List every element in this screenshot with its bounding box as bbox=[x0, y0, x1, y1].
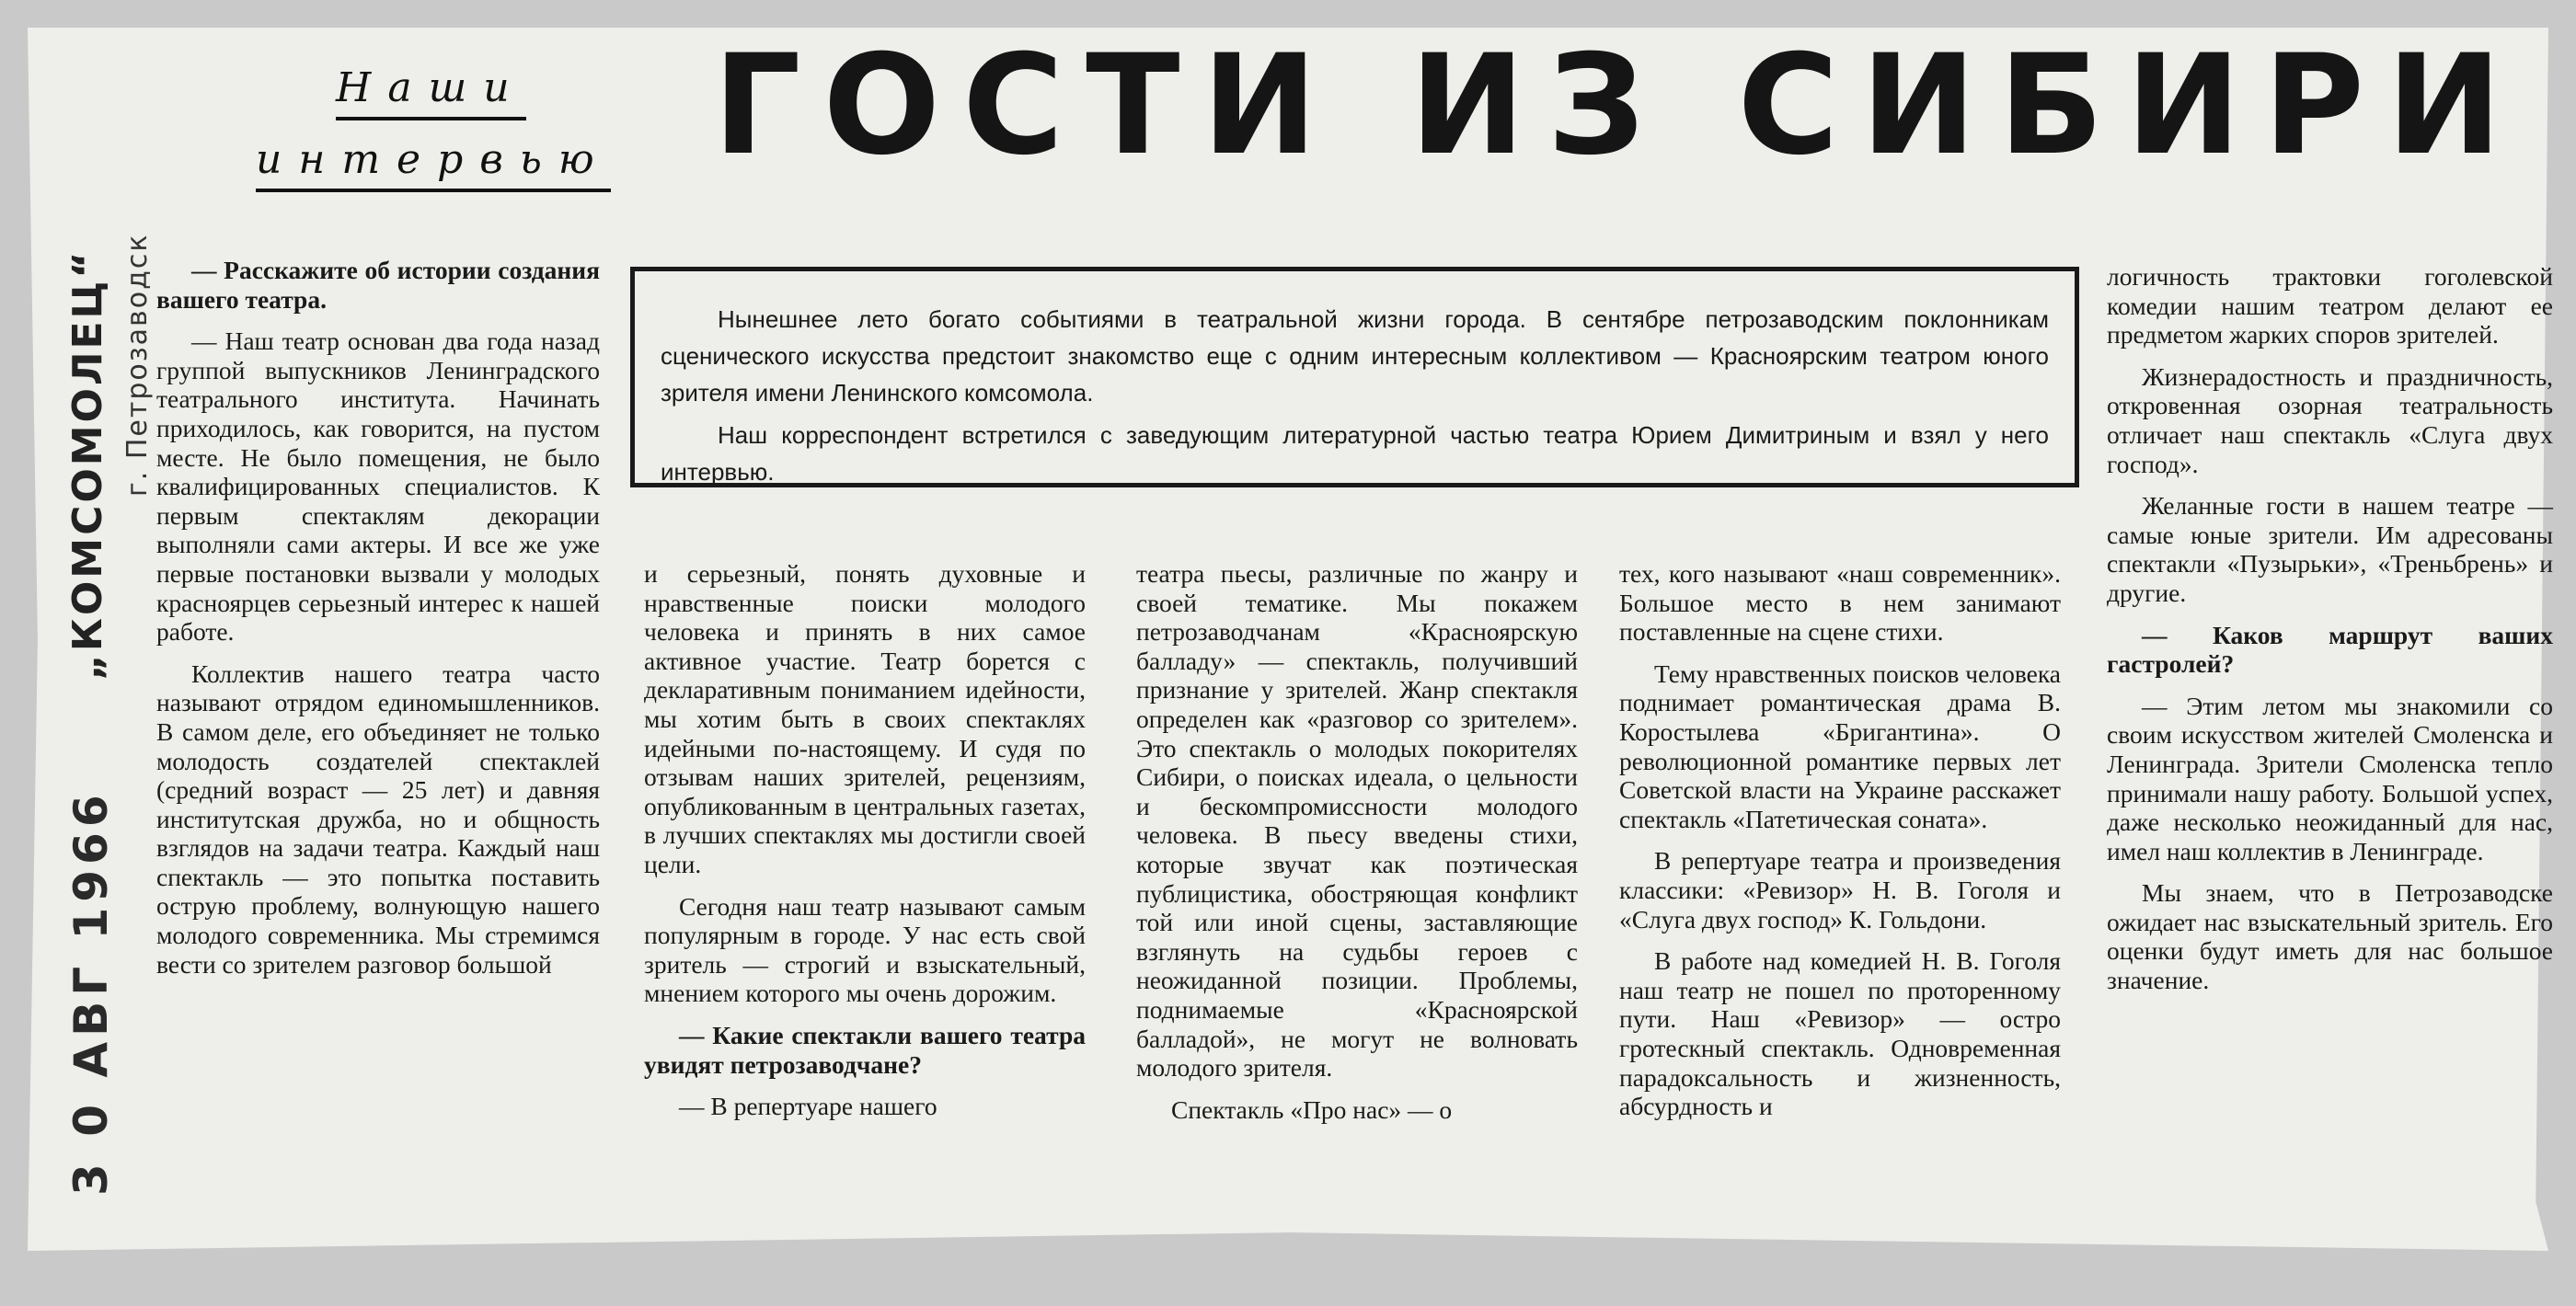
question-2: — Какие спектакли вашего театра увидят петрозаводчане? bbox=[644, 1020, 1086, 1079]
column-4-paragraph-2: Тему нравственных поисков человека поднимает романтическая драма В. Коростылева «Бригантина». О революционной романтике первых лет Советской власти на Украине расскажет спектакль «Патетическая соната». bbox=[1619, 659, 2061, 833]
article-headline: ГОСТИ ИЗ СИБИРИ bbox=[713, 26, 2524, 186]
column-4-paragraph-3: В репертуаре театра и произведения классики: «Ревизор» Н. В. Гоголя и «Слуга двух господ» К. Гольдони. bbox=[1619, 846, 2061, 934]
rubric-line-2: интервью bbox=[256, 136, 611, 192]
question-1: — Расскажите об истории создания вашего театра. bbox=[156, 256, 600, 314]
column-2-paragraph-2: Сегодня наш театр называют самым популярным в городе. У нас есть свой зритель — строгий и взыскательный, мнением которого мы очень дорожим. bbox=[644, 891, 1086, 1008]
column-5-paragraph-4: Мы знаем, что в Петрозаводске ожидает нас взыскательный зритель. Его оценки будут иметь для нас большое значение. bbox=[2107, 878, 2553, 995]
intro-paragraph-1: Нынешнее лето богато событиями в театральной жизни города. В сентябре петрозаводским поклонникам сценического искусства предстоит знакомство еще с одним интересным коллективом — Красноярским театром юного зрителя имени Ленинского комсомола. bbox=[661, 305, 2049, 407]
column-5-paragraph-3: Желанные гости в нашем театре — самые юные зрители. Им адресованы спектакли «Пузырьки», «Треньбрень» и другие. bbox=[2107, 491, 2553, 607]
rubric-line-1: Наши bbox=[336, 64, 526, 120]
column-2 bbox=[644, 559, 1086, 1121]
answer-2: — В репертуаре нашего bbox=[679, 1092, 937, 1121]
column-1-paragraph-2: Коллектив нашего театра часто называют отрядом единомышленников. В самом деле, его объединяет не только молодость создателей спектаклей (средний возраст — 25 лет) и давняя институтская дружба, но и общность взглядов на задачи театра. Каждый наш спектакль — это попытка поставить острую проблему, волнующую нашего молодого современника. Мы стремимся вести со зрителем разговор большой bbox=[156, 659, 600, 979]
column-5-paragraph-1: логичность трактовки гоголевской комедии нашим театром делают ее предметом жарких споров зрителей. bbox=[2107, 262, 2553, 349]
intro-paragraph-2: Наш корреспондент встретился с заведующим литературной частью театра Юрием Димитриным и взял у него интервью. bbox=[661, 421, 2049, 486]
column-4-paragraph-1: тех, кого называют «наш современник». Большое место в нем занимают поставленные на сцене стихи. bbox=[1619, 559, 2061, 647]
column-4 bbox=[1619, 559, 2061, 1121]
column-3-paragraph-1: театра пьесы, различные по жанру и своей тематике. Мы покажем петрозаводчанам «Красноярскую балладу» — спектакль, получивший признание у зрителей. Жанр спектакля определен как «разговор со зрителем». Это спектакль о молодых покорителях Сибири, о поисках идеала, о цельности и бескомпромиссности молодого человека. В пьесу введены стихи, которые звучат как поэтическая публицистика, обостряющая конфликт той или иной сцены, заставляющие взглянуть на судьбы героев с неожиданной позиции. Проблемы, поднимаемые «Красноярской балладой», не могут не волновать молодого зрителя. bbox=[1136, 559, 1578, 1083]
column-5 bbox=[2107, 262, 2553, 995]
column-4-paragraph-4: В работе над комедией Н. В. Гоголя наш театр не пошел по проторенному пути. Наш «Ревизор» — остро гротескный спектакль. Одновременная парадоксальность и жизненность, абсурдность и bbox=[1619, 946, 2061, 1121]
column-1 bbox=[156, 256, 600, 979]
city-stamp: г. Петрозаводск bbox=[121, 233, 154, 497]
date-stamp: 3 0 АВГ 1966 bbox=[64, 789, 118, 1196]
answer-1: — Наш театр основан два года назад группой выпускников Ленинградского театрального института. Начинать приходилось, как говорится, на пустом месте. Не было помещения, не было квалифицированных специалистов. К первым спектаклям декорации выполняли сами актеры. И все же уже первые постановки вызвали у молодых красноярцев серьезный интерес к нашей работе. bbox=[156, 326, 600, 647]
column-5-paragraph-2: Жизнерадостность и праздничность, откровенная озорная театральность отличает наш спектакль «Слуга двух господ». bbox=[2107, 361, 2553, 478]
newspaper-name-stamp: „КОМСОМОЛЕЦ“ bbox=[64, 248, 111, 681]
question-3: — Каков маршрут ваших гастролей? bbox=[2107, 620, 2553, 679]
column-2-paragraph-1: и серьезный, понять духовные и нравственные поиски молодого человека и принять в них самое активное участие. Театр борется с декларативным пониманием идейности, мы хотим быть в своих спектаклях идейными по-настоящему. И судя по отзывам наших зрителей, рецензиям, опубликованным в центральных газетах, в лучших спектаклях мы достигли своей цели. bbox=[644, 559, 1086, 878]
column-3-paragraph-2: Спектакль «Про нас» — о bbox=[1171, 1094, 1453, 1124]
intro-box bbox=[630, 267, 2079, 487]
answer-3: — Этим летом мы знакомили со своим искусством жителей Смоленска и Ленинграда. Зрители Смоленска тепло принимали нашу работу. Большой успех, даже несколько неожиданный для нас, имел наш коллектив в Ленинграде. bbox=[2107, 691, 2553, 865]
column-3 bbox=[1136, 559, 1578, 1124]
